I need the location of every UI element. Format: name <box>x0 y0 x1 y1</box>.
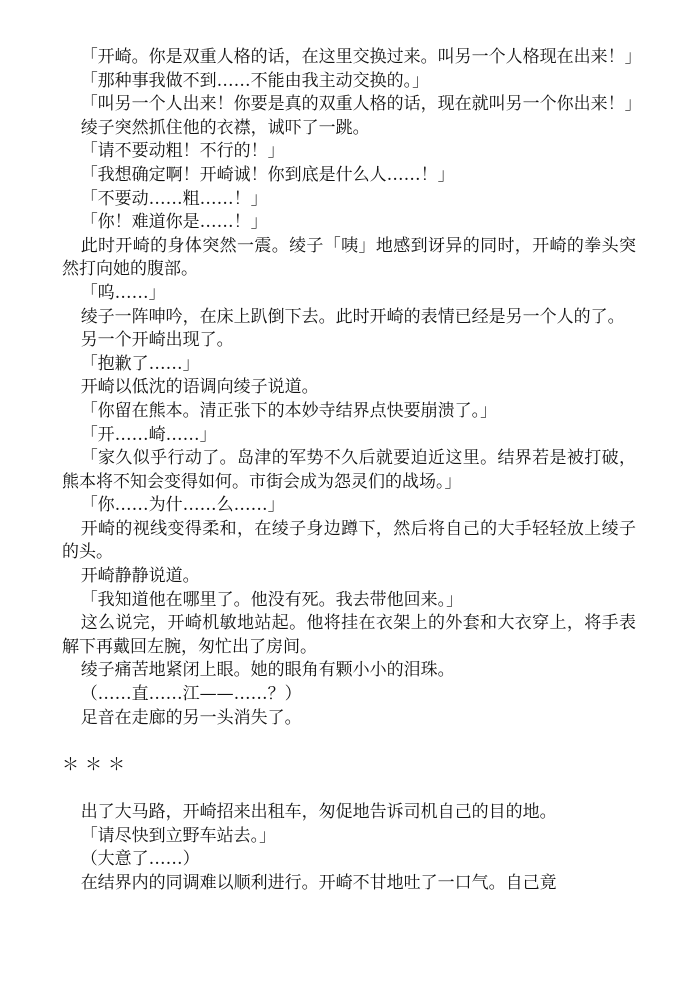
paragraph: 「你！难道你是……！」 <box>80 212 268 233</box>
blank-line <box>62 777 636 801</box>
paragraph: 「你……为什……么……」 <box>80 495 285 516</box>
text-section-1 <box>62 46 642 730</box>
paragraph: 「我知道他在哪里了。他没有死。我去带他回来。」 <box>80 589 464 610</box>
paragraph: （……直……江——……？） <box>80 684 302 705</box>
paragraph: 出了大马路，开崎招来出租车，匆促地告诉司机自己的目的地。 <box>80 802 557 822</box>
paragraph: 「那种事我做不到……不能由我主动交换的。」 <box>80 70 430 91</box>
paragraph: 「请尽快到立野车站去。」 <box>80 825 277 846</box>
paragraph: 开崎的视线变得柔和，在绫子身边蹲下，然后将自己的大手轻轻放上绫子的头。 <box>62 518 636 563</box>
paragraph: 「呜……」 <box>80 282 166 303</box>
paragraph: 绫子突然抓住他的衣襟，诚吓了一跳。 <box>80 117 370 138</box>
paragraph: 「抱歉了……」 <box>80 353 200 374</box>
paragraph: 「家久似乎行动了。岛津的军势不久后就要迫近这里。结界若是被打破，熊本将不知会变得如何。市街会成为怨灵们的战场。」 <box>62 448 636 492</box>
text-section-2 <box>62 801 636 895</box>
paragraph: 「叫另一个人出来！你要是真的双重人格的话，现在就叫另一个你出来！」 <box>80 94 642 115</box>
paragraph: 「我想确定啊！开崎诚！你到底是什么人……！」 <box>80 164 455 185</box>
paragraph: 绫子一阵呻吟，在床上趴倒下去。此时开崎的表情已经是另一个人的了。 <box>80 306 625 327</box>
paragraph: 「你留在熊本。清正张下的本妙寺结界点快要崩溃了。」 <box>80 400 498 421</box>
paragraph: 「不要动……粗……！」 <box>80 188 268 209</box>
paragraph: 在结界内的同调难以顺利进行。开崎不甘地吐了一口气。自己竟 <box>80 872 557 893</box>
document-page <box>62 46 642 895</box>
paragraph: 足音在走廊的另一头消失了。 <box>80 707 302 728</box>
paragraph: 开崎静静说道。 <box>80 566 200 587</box>
paragraph: 「开崎。你是双重人格的话，在这里交换过来。叫另一个人格现在出来！」 <box>80 47 642 67</box>
paragraph: 绫子痛苦地紧闭上眼。她的眼角有颗小小的泪珠。 <box>80 660 455 681</box>
paragraph: 此时开崎的身体突然一震。绫子「咦」地感到讶异的同时，开崎的拳头突然打向她的腹部。 <box>62 235 636 280</box>
paragraph: 「开……崎……」 <box>80 424 217 445</box>
paragraph: 另一个开崎出现了。 <box>80 330 234 351</box>
paragraph: 「请不要动粗！不行的！」 <box>80 141 285 162</box>
paragraph: （大意了……） <box>80 849 200 870</box>
section-divider: ＊＊＊ <box>62 754 131 775</box>
paragraph: 这么说完，开崎机敏地站起。他将挂在衣架上的外套和大衣穿上，将手表解下再戴回左腕，匆忙出了房间。 <box>62 613 636 657</box>
paragraph: 开崎以低沈的语调向绫子说道。 <box>80 377 319 398</box>
blank-line <box>62 730 636 754</box>
